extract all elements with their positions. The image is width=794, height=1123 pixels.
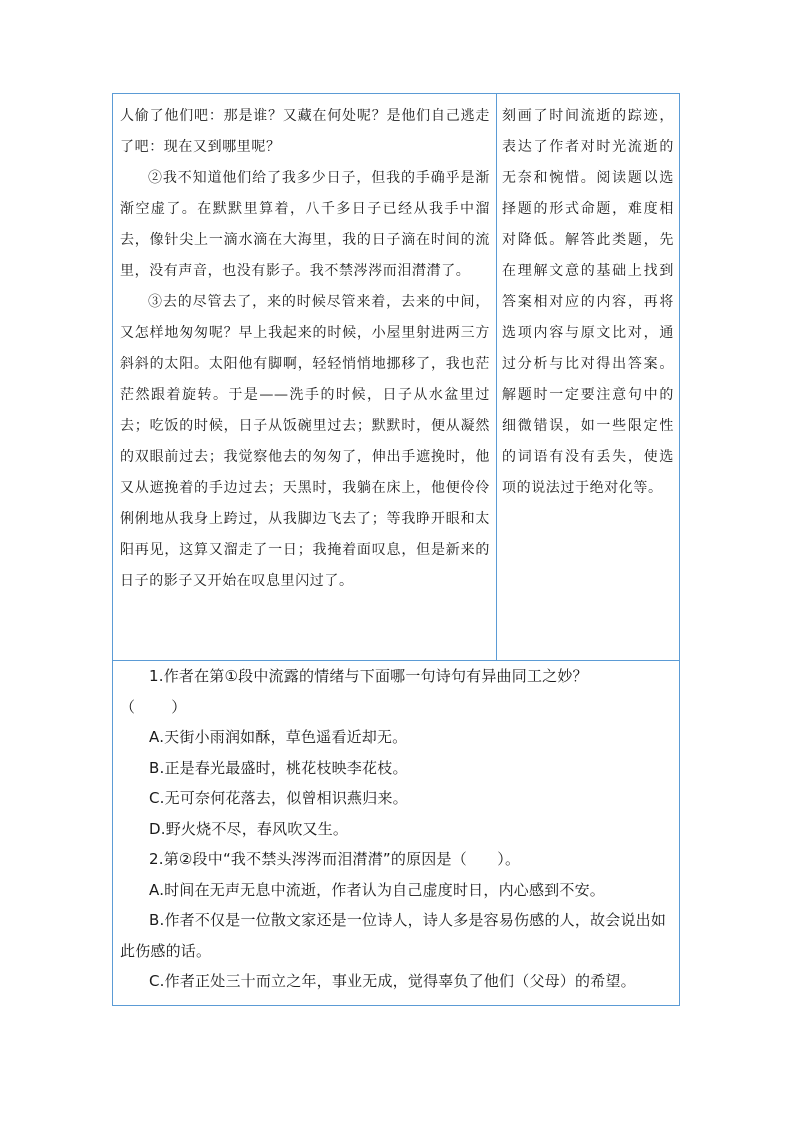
question-1-stem: 1.作者在第①段中流露的情绪与下面哪一句诗句有异曲同工之妙？ [149,667,588,685]
question-2-stem: 2.第②段中“我不禁头涔涔而泪潸潸”的原因是（ ）。 [149,850,521,868]
option-d: D.野火烧不尽，春风吹又生。 [149,819,349,838]
analysis-cell [502,101,674,504]
passage-continuation: 人偷了他们吧：那是谁？又藏在何处呢？是他们自己逃走了吧：现在又到哪里呢？ [120,108,490,155]
option-a: A.天街小雨润如酥，草色遥看近却无。 [149,728,408,746]
option-b: B.正是春光最盛时，桃花枝映李花枝。 [149,758,408,777]
option-c: C.无可奈何花落去，似曾相识燕归来。 [149,789,408,807]
q2-option-a: A.时间在无声无息中流逝，作者认为自己虚度时日，内心感到不安。 [149,880,605,899]
passage-paragraph-2: ②我不知道他们给了我多少日子，但我的手确乎是渐渐空虚了。在默默里算着，八千多日子已经从我手中溜去，像针尖上一滴水滴在大海里，我的日子滴在时间的流里，没有声音，也没有影子。我不禁涔涔而泪潸潸了。 [120,170,490,279]
question-table [112,93,680,1006]
q2-option-b: B.作者不仅是一位散文家还是一位诗人，诗人多是容易伤感的人，故会说出如此伤感的话。 [120,911,667,960]
column-divider [496,94,497,660]
passage-paragraph-3: ③去的尽管去了，来的时候尽管来着，去来的中间，又怎样地匆匆呢？早上我起来的时候，小屋里射进两三方斜斜的太阳。太阳他有脚啊，轻轻悄悄地挪移了，我也茫茫然跟着旋转。于是——洗手的时候，日子从水盆里过去；吃饭的时候，日子从饭碗里过去；默默时，便从凝然的双眼前过去；我觉察他去的匆匆了，伸出手遮挽时，他又从遮挽着的手边过去；天黑时，我躺在床上，他便伶伶俐俐地从我身上跨过，从我脚边飞去了；等我睁开眼和太阳再见，这算又溜走了一日；我掩着面叹息，但是新来的日子的影子又开始在叹息里闪过了。 [120,294,490,589]
answer-blank: （ ） [120,697,187,716]
q2-option-c: C.作者正处三十而立之年，事业无成，觉得辜负了他们（父母）的希望。 [149,972,636,990]
questions-cell [120,661,675,997]
passage-cell [120,101,490,597]
analysis-text: 刻画了时间流逝的踪迹，表达了作者对时光流逝的无奈和惋惜。阅读题以选择题的形式命题，难度相对降低。解答此类题，先在理解文意的基础上找到答案相对应的内容，再将选项内容与原文比对，通过分析与比对得出答案。解题时一定要注意句中的细微错误，如一些限定性的词语有没有丢失，使选项的说法过于绝对化等。 [502,108,674,496]
